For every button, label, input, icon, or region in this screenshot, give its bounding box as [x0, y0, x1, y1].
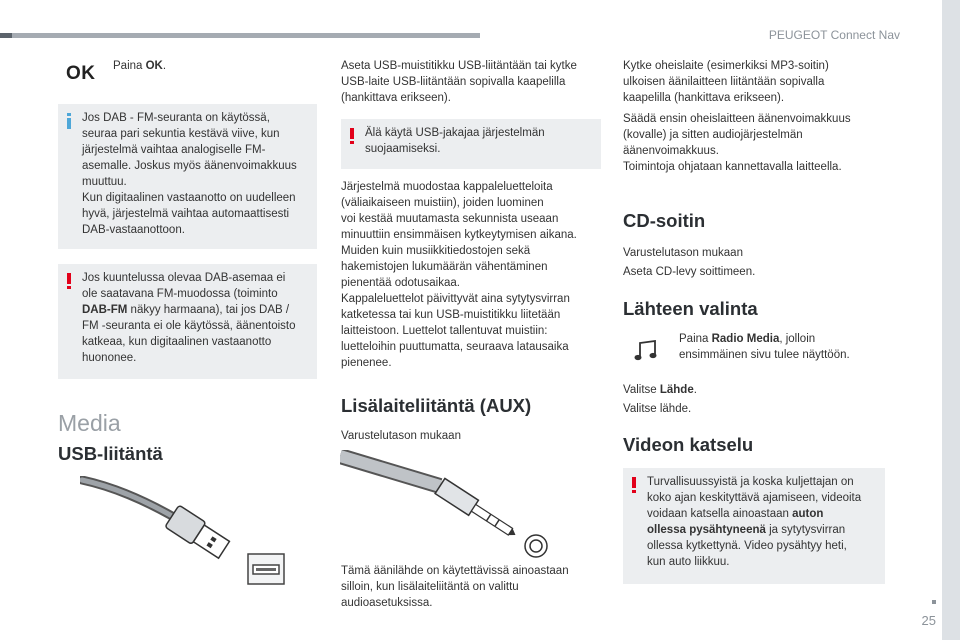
- body-line-4: minuuttiin ensimmäisen kytkeytymisen aikana.: [341, 229, 577, 241]
- video-warning-line-6: kun auto liikkuu.: [647, 556, 730, 568]
- info-icon: [64, 113, 74, 129]
- aux-note: [341, 563, 606, 611]
- info-line-1: Jos DAB - FM-seuranta on käytössä,: [82, 112, 270, 124]
- info-line-4: asemalle. Joskus myös äänenvoimakkuus: [82, 160, 297, 172]
- video-warning-line-5: ollessa kytkettynä. Video pysähtyy heti,: [647, 540, 847, 552]
- warning-box-usb-hub: [341, 119, 601, 169]
- page-edge-strip: [942, 0, 960, 640]
- body-line-10: laitteistoon. Luettelot tallentuvat muistiin:: [341, 325, 548, 337]
- body-line-9: katketessa tai kun USB-muistitikku liitetään: [341, 309, 561, 321]
- video-warning-line-3-bold: auton: [792, 508, 824, 520]
- next-page-marker: [932, 600, 936, 604]
- select-source-bold: [623, 382, 697, 398]
- aux-connect-line-2: ulkoisen äänilaitteen liitäntään sopivalla: [623, 76, 825, 88]
- playlist-body: [341, 179, 606, 371]
- volume-line-4: Toimintoja ohjataan kannettavalla laitteella.: [623, 161, 842, 173]
- info-line-7: hyvä, järjestelmä vaihtaa automaattisesti: [82, 208, 290, 220]
- aux-availability: Varustelutason mukaan: [341, 430, 461, 442]
- top-rule-accent: [0, 33, 12, 38]
- heading-usb: USB-liitäntä: [58, 443, 163, 464]
- heading-source: Lähteen valinta: [623, 298, 758, 319]
- warning-line-5: katkeaa, kun digitaalinen vastaanotto: [82, 336, 272, 348]
- select-bold: Lähde: [659, 384, 694, 396]
- volume-line-2: (kovalle) ja sitten audiojärjestelmän: [623, 129, 803, 141]
- volume-line-3: äänenvoimakkuus.: [623, 145, 719, 157]
- body-line-2: (väliaikaiseen muistiin), joiden luominen: [341, 197, 544, 209]
- usb-plug-illustration: [80, 476, 290, 591]
- info-box-dab-fm: [58, 104, 317, 249]
- ok-instruction-bold: OK: [145, 60, 163, 72]
- video-warning-line-4-bold: ollessa pysähtyneenä: [647, 524, 766, 536]
- info-line-8: DAB-vastaanottoon.: [82, 224, 185, 236]
- aux-note-line-2: silloin, kun lisälaiteliitäntä on valittu: [341, 581, 519, 593]
- warning-icon: [64, 273, 74, 289]
- info-line-3: järjestelmä vaihtaa analogiselle FM-: [82, 144, 266, 156]
- body-line-3: voi kestää muutamasta sekunnista useaan: [341, 213, 559, 225]
- aux-connect-line-3: kaapelilla (hankittava erikseen).: [623, 92, 785, 104]
- usb-intro-line-2: USB-laite USB-liitäntään sopivalla kaapelilla: [341, 76, 566, 88]
- warning-dabfm-bold: DAB-FM: [82, 304, 128, 316]
- body-line-5: Muiden kuin musiikkitiedostojen sekä: [341, 245, 531, 257]
- radio-media-prefix: Paina: [679, 333, 712, 345]
- aux-connect-intro: [623, 58, 888, 106]
- video-warning-line-4: [647, 522, 877, 538]
- warning-line-3: [82, 302, 309, 318]
- video-warning-line-2: koko ajan keskityttävä ajamiseen, videoita: [647, 492, 862, 504]
- info-line-6: Kun digitaalinen vastaanotto on uudelleen: [82, 192, 296, 204]
- body-line-6: hakemistojen lukumäärän vähentäminen: [341, 261, 548, 273]
- ok-glyph: OK: [66, 63, 96, 84]
- warning-icon: [629, 477, 639, 493]
- ok-instruction: [113, 58, 166, 74]
- video-warning-line-3-prefix: voidaan katsella ainoastaan: [647, 508, 793, 520]
- music-note-icon: [634, 340, 658, 362]
- warning-line-2: ole saatavana FM-muodossa (toiminto: [82, 288, 278, 300]
- section-title-media: Media: [58, 410, 121, 436]
- top-rule: [0, 33, 480, 38]
- warning-box-dab: [58, 264, 317, 379]
- radio-media-instruction: [679, 331, 889, 363]
- video-warning-line-1: Turvallisuussyistä ja koska kuljettajan on: [647, 476, 854, 488]
- video-warning-line-3: [647, 506, 877, 522]
- warning-line-6: huononee.: [82, 352, 137, 364]
- cd-availability: Varustelutason mukaan: [623, 247, 743, 259]
- ok-instruction-prefix: Paina: [113, 60, 146, 72]
- volume-instructions: [623, 111, 888, 175]
- info-line-5: muuttuu.: [82, 176, 127, 188]
- body-line-1: Järjestelmä muodostaa kappaleluetteloita: [341, 181, 553, 193]
- usb-hub-warning-line-1: Älä käytä USB-jakajaa järjestelmän: [365, 127, 545, 139]
- usb-intro-line-3: (hankittava erikseen).: [341, 92, 451, 104]
- video-warning-line-4-rest: ja sytytysvirran: [765, 524, 846, 536]
- warning-box-video: [623, 468, 885, 584]
- aux-note-line-1: Tämä äänilähde on käytettävissä ainoastaan: [341, 565, 569, 577]
- warning-line-3-rest: näkyy harmaana), tai jos DAB /: [127, 304, 290, 316]
- body-line-12: pienenee.: [341, 357, 392, 369]
- info-line-2: seuraa pari sekuntia kestävä viive, kun: [82, 128, 280, 140]
- select-prefix: Valitse: [623, 384, 660, 396]
- warning-line-4: FM -seuranta ei ole käytössä, äänentoisto: [82, 320, 296, 332]
- heading-video: Videon katselu: [623, 434, 754, 455]
- brand-label: PEUGEOT Connect Nav: [768, 28, 900, 42]
- radio-media-line-2: ensimmäinen sivu tulee näyttöön.: [679, 349, 850, 361]
- usb-hub-warning-line-2: suojaamiseksi.: [365, 143, 441, 155]
- select-source-plain: Valitse lähde.: [623, 403, 692, 415]
- aux-jack-illustration: [340, 450, 555, 560]
- warning-line-1: Jos kuuntelussa olevaa DAB-asemaa ei: [82, 272, 286, 284]
- heading-cd: CD-soitin: [623, 210, 706, 231]
- ok-instruction-suffix: .: [162, 60, 167, 72]
- body-line-8: Kappaleluettelot päivittyvät aina sytytysvirran: [341, 293, 570, 305]
- aux-note-line-3: audioasetuksissa.: [341, 597, 433, 609]
- aux-connect-line-1: Kytke oheislaite (esimerkiksi MP3-soitin): [623, 60, 829, 72]
- radio-media-line-1: [679, 331, 889, 347]
- warning-icon: [347, 128, 357, 144]
- volume-line-1: Säädä ensin oheislaitteen äänenvoimakkuus: [623, 113, 851, 125]
- usb-intro-line-1: Aseta USB-muistitikku USB-liitäntään tai kytke: [341, 60, 577, 72]
- body-line-11: luetteloihin puuttumatta, seuraava latausaika: [341, 341, 569, 353]
- cd-instruction: Aseta CD-levy soittimeen.: [623, 266, 756, 278]
- select-suffix: .: [693, 384, 697, 396]
- page-number: 25: [921, 613, 936, 628]
- usb-intro: [341, 58, 606, 106]
- heading-aux: Lisälaiteliitäntä (AUX): [341, 395, 532, 416]
- radio-media-suffix: , jolloin: [779, 333, 816, 345]
- body-line-7: pienentää odotusaikaa.: [341, 277, 460, 289]
- radio-media-bold: Radio Media: [711, 333, 780, 345]
